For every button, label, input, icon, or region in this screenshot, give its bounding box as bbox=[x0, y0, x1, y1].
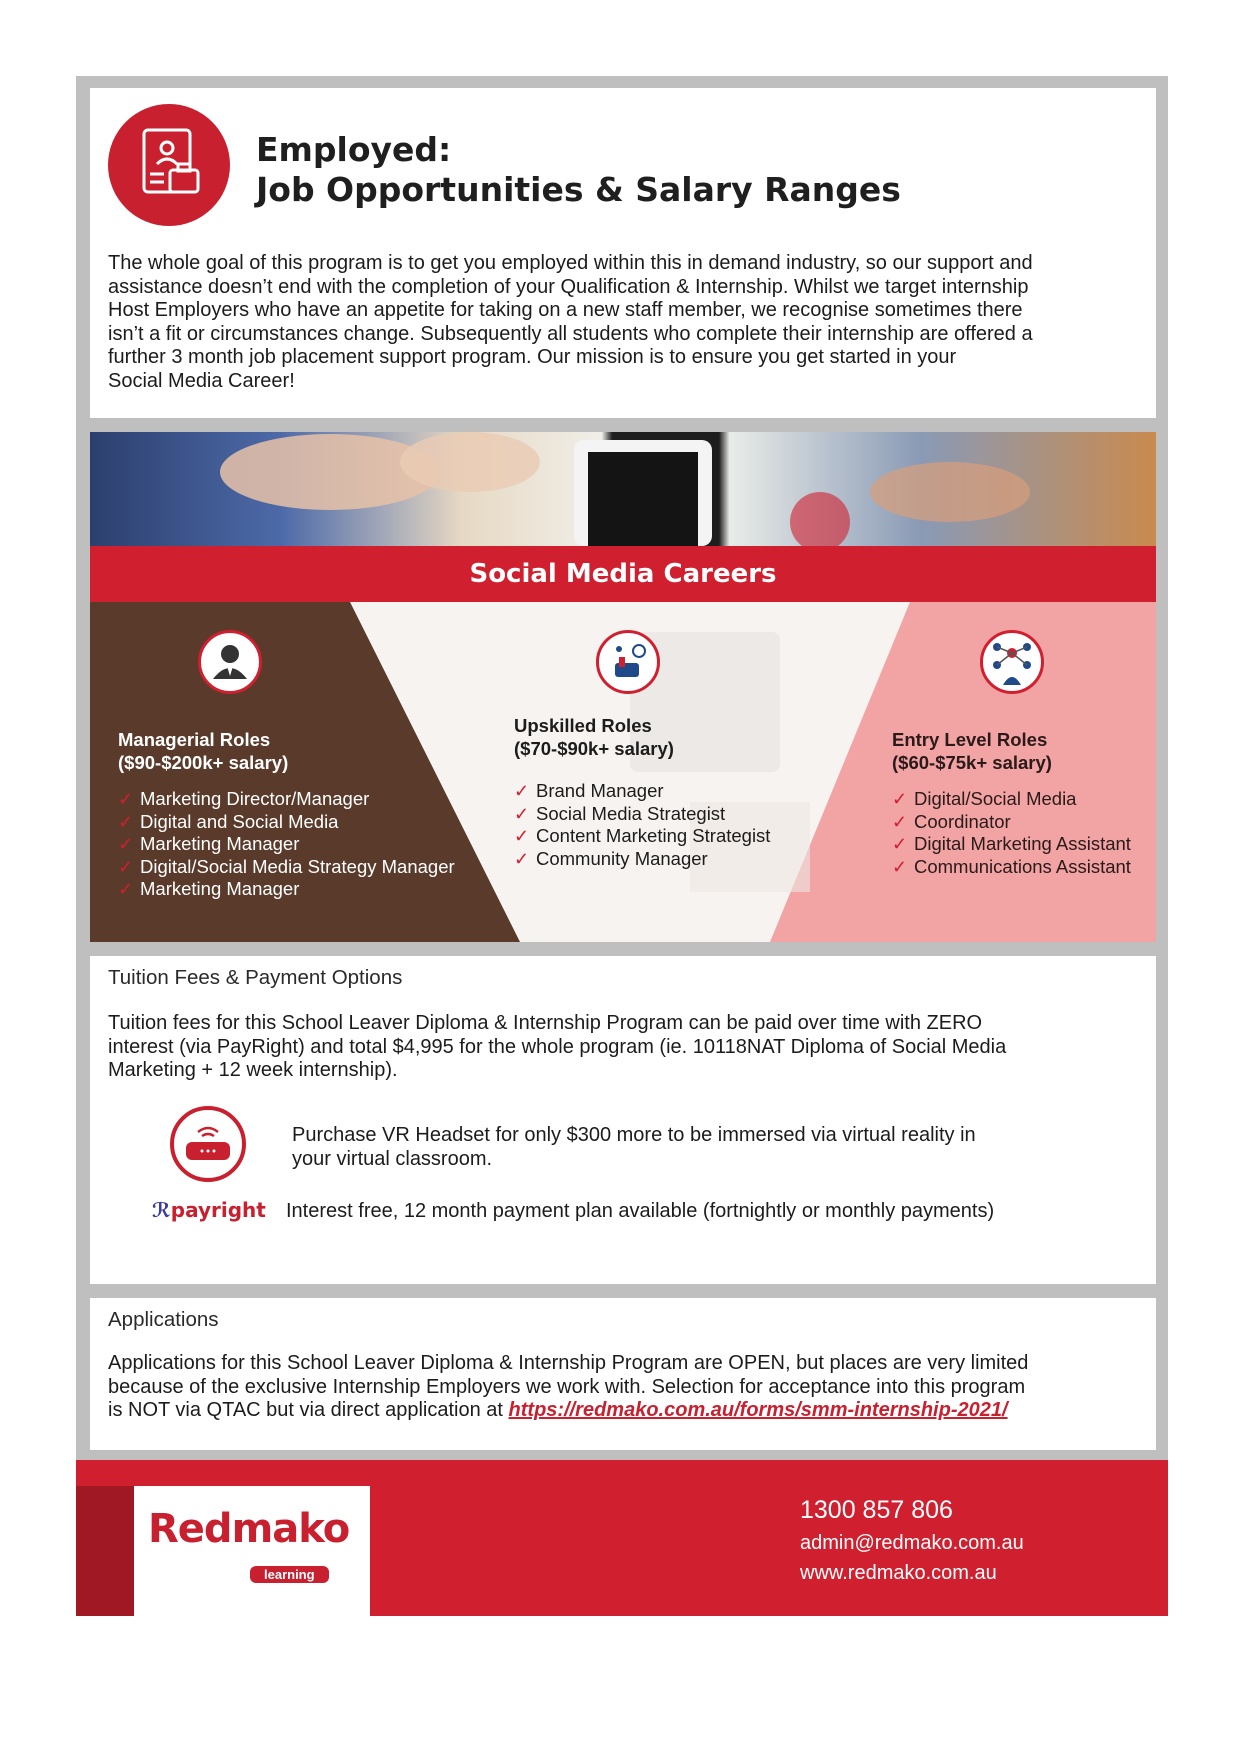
intro-line: isn’t a fit or circumstances change. Subsequently all students who complete their internship are offered a bbox=[108, 322, 1033, 345]
payright-text: Interest free, 12 month payment plan available (fortnightly or monthly payments) bbox=[286, 1200, 995, 1222]
list-item: ✓ Digital Marketing Assistant bbox=[892, 833, 1131, 854]
check-icon: ✓ bbox=[514, 848, 530, 869]
vr-line: Purchase VR Headset for only $300 more to be immersed via virtual reality in bbox=[292, 1124, 976, 1146]
list-item: ✓ Brand Manager bbox=[514, 780, 664, 801]
tuition-panel bbox=[90, 956, 1156, 1284]
applications-panel bbox=[90, 1298, 1156, 1450]
tuition-heading: Tuition Fees & Payment Options bbox=[108, 966, 403, 989]
check-icon: ✓ bbox=[118, 879, 134, 899]
upskilled-role-list bbox=[514, 780, 844, 870]
check-icon: ✓ bbox=[892, 811, 908, 832]
applications-line: because of the exclusive Internship Employers we work with. Selection for acceptance into this program bbox=[108, 1375, 1026, 1398]
upskilled-roles bbox=[514, 714, 844, 870]
payright-wordmark: payright bbox=[170, 1198, 266, 1222]
contact-website[interactable]: www.redmako.com.au bbox=[800, 1562, 997, 1584]
tuition-line: Marketing + 12 week internship). bbox=[108, 1059, 398, 1081]
entry-role-list bbox=[892, 788, 1154, 878]
vr-headset-text bbox=[292, 1124, 1092, 1171]
skills-hand-icon bbox=[596, 630, 660, 694]
title-line-1: Employed: bbox=[256, 130, 452, 169]
tuition-line: Tuition fees for this School Leaver Diploma & Internship Program can be paid over time with ZERO bbox=[108, 1012, 983, 1034]
list-item: ✓ Digital/Social Media bbox=[892, 788, 1077, 809]
intro-panel bbox=[90, 88, 1156, 418]
check-icon: ✓ bbox=[892, 789, 908, 809]
logo-text: Redmako bbox=[148, 1506, 350, 1552]
list-item: ✓ Digital and Social Media bbox=[118, 810, 339, 832]
intro-line: further 3 month job placement support program. Our mission is to ensure you get started in your bbox=[108, 346, 957, 368]
applications-line: is NOT via QTAC but via direct application at bbox=[108, 1399, 509, 1421]
redmako-wordmark bbox=[148, 1506, 349, 1552]
tuition-paragraph bbox=[108, 1012, 1148, 1083]
list-item: ✓ Coordinator bbox=[892, 810, 1011, 832]
list-item: ✓ Marketing Manager bbox=[118, 833, 300, 854]
careers-panel bbox=[90, 432, 1156, 942]
logo-sub-text: learning bbox=[264, 1567, 315, 1582]
managerial-heading bbox=[118, 728, 498, 774]
upskilled-heading bbox=[514, 714, 844, 760]
classroom-photo bbox=[90, 432, 1156, 546]
careers-title: Social Media Careers bbox=[469, 559, 777, 589]
list-item: ✓ Content Marketing Strategist bbox=[514, 825, 771, 846]
logo-sub-badge bbox=[250, 1566, 329, 1583]
salary-range: ($60-$75k+ salary) bbox=[892, 752, 1052, 773]
payright-logo bbox=[152, 1198, 266, 1222]
list-item: ✓ Marketing Manager bbox=[118, 878, 300, 899]
heading-line: Entry Level Roles bbox=[892, 729, 1048, 750]
title-line-2: Job Opportunities & Salary Ranges bbox=[256, 170, 901, 209]
list-item: ✓ Social Media Strategist bbox=[514, 802, 726, 824]
check-icon: ✓ bbox=[118, 834, 134, 854]
application-link[interactable]: https://redmako.com.au/forms/smm-internship-2021/ bbox=[508, 1399, 1008, 1421]
page-title bbox=[256, 130, 901, 210]
contact-email[interactable]: admin@redmako.com.au bbox=[800, 1532, 1024, 1554]
heading-line: Upskilled Roles bbox=[514, 715, 652, 736]
check-icon: ✓ bbox=[118, 811, 134, 832]
payright-mark-icon: ℛ bbox=[152, 1198, 171, 1222]
intro-line: The whole goal of this program is to get you employed within this in demand industry, so our support and bbox=[108, 252, 1033, 274]
network-person-icon bbox=[980, 630, 1044, 694]
tuition-line: interest (via PayRight) and total $4,995 for the whole program (ie. 10118NAT Diploma of Social Media bbox=[108, 1035, 1007, 1058]
salary-range: ($70-$90k+ salary) bbox=[514, 738, 674, 759]
check-icon: ✓ bbox=[118, 789, 134, 809]
entry-level-roles bbox=[892, 728, 1154, 878]
check-icon: ✓ bbox=[514, 781, 530, 801]
intro-line: Host Employers who have an appetite for taking on a new staff member, we recognise sometimes there bbox=[108, 299, 1023, 321]
managerial-roles bbox=[118, 728, 498, 901]
check-icon: ✓ bbox=[514, 826, 530, 846]
intro-line: assistance doesn’t end with the completion of your Qualification & Internship. Whilst we target internship bbox=[108, 275, 1029, 298]
manager-person-icon bbox=[198, 630, 262, 694]
careers-columns bbox=[90, 602, 1156, 942]
list-item: ✓ Marketing Director/Manager bbox=[118, 788, 370, 809]
check-icon: ✓ bbox=[892, 834, 908, 854]
heading-line: Managerial Roles bbox=[118, 729, 271, 750]
list-item: ✓ Communications Assistant bbox=[892, 855, 1131, 877]
intro-paragraph bbox=[108, 252, 1148, 393]
contact-phone[interactable]: 1300 857 806 bbox=[800, 1496, 953, 1524]
applications-heading: Applications bbox=[108, 1308, 219, 1331]
managerial-role-list bbox=[118, 788, 498, 901]
intro-line: Social Media Career! bbox=[108, 369, 295, 392]
entry-heading bbox=[892, 728, 1154, 774]
list-item: ✓ Digital/Social Media Strategy Manager bbox=[118, 855, 455, 877]
job-briefcase-icon bbox=[108, 104, 230, 226]
redmako-logo bbox=[134, 1486, 370, 1616]
check-icon: ✓ bbox=[892, 856, 908, 877]
careers-title-bar bbox=[90, 546, 1156, 602]
applications-paragraph bbox=[108, 1352, 1148, 1423]
check-icon: ✓ bbox=[514, 803, 530, 824]
list-item: ✓ Community Manager bbox=[514, 847, 708, 869]
check-icon: ✓ bbox=[118, 856, 134, 877]
salary-range: ($90-$200k+ salary) bbox=[118, 752, 289, 773]
vr-headset-icon bbox=[170, 1106, 246, 1182]
applications-line: Applications for this School Leaver Diploma & Internship Program are OPEN, but places are very limited bbox=[108, 1352, 1029, 1374]
vr-line: your virtual classroom. bbox=[292, 1147, 493, 1170]
